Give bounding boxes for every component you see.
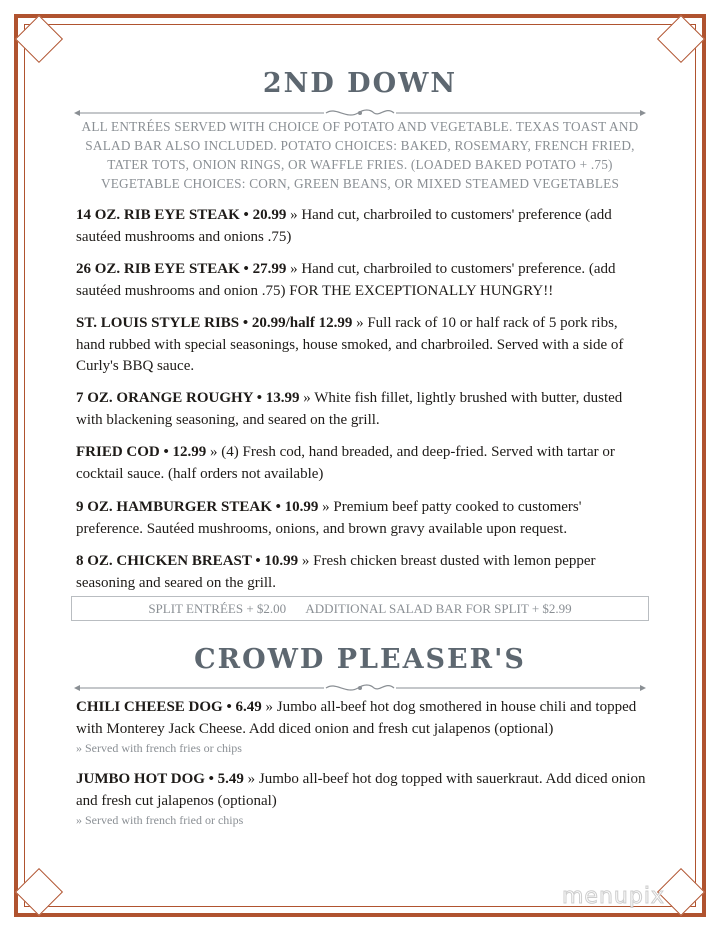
split-entrees-note: SPLIT ENTRÉES + $2.00: [148, 601, 287, 616]
item-price: 6.49: [235, 699, 262, 715]
item-arrow: »: [243, 771, 259, 787]
item-bullet: •: [239, 315, 252, 331]
item-side-note: » Served with french fries or chips: [76, 741, 242, 755]
item-arrow: »: [352, 315, 368, 331]
item-bullet: •: [239, 207, 253, 223]
menu-item: [76, 313, 646, 378]
item-bullet: •: [204, 771, 218, 787]
menu-item: [76, 205, 646, 248]
item-price: 20.99: [252, 207, 287, 223]
watermark: menupix: [562, 884, 665, 909]
item-description: Jumbo all-beef hot dog smothered in house chili and topped with Monterey Jack Cheese. Add diced onion and fresh cut jalapenos (optional): [76, 699, 637, 737]
item-price: 12.99: [172, 444, 207, 460]
item-price: 10.99: [264, 553, 299, 569]
item-name: 26 OZ. RIB EYE STEAK: [76, 261, 240, 277]
item-side-note: » Served with french fried or chips: [76, 813, 244, 827]
menu-item: [76, 259, 646, 302]
item-price: 10.99: [284, 499, 319, 515]
item-bullet: •: [271, 499, 285, 515]
item-arrow: »: [206, 444, 222, 460]
item-description: Hand cut, charbroiled to customers' preference. (add sautéed mushrooms and onion .75) FOR THE EXCEPTIONALLY HUNGRY!!: [76, 261, 616, 299]
item-bullet: •: [255, 553, 265, 569]
menu-item: [76, 551, 646, 594]
menu-item: [76, 697, 646, 740]
section-title-crowd-pleasers: CROWD PLEASER'S: [194, 644, 526, 675]
item-arrow: »: [286, 261, 302, 277]
item-arrow: »: [261, 699, 277, 715]
item-bullet: •: [239, 261, 253, 277]
item-name: ST. LOUIS STYLE RIBS: [76, 315, 240, 331]
item-description: White fish fillet, lightly brushed with butter, dusted with blackening seasoning, and seared on the grill.: [76, 390, 623, 428]
menu-item: [76, 388, 646, 431]
item-name: 7 OZ. ORANGE ROUGHY: [76, 390, 253, 406]
item-description: Fresh chicken breast dusted with lemon pepper seasoning and seared on the grill.: [76, 553, 596, 591]
item-name: 8 OZ. CHICKEN BREAST: [76, 553, 256, 569]
item-name: FRIED COD: [76, 444, 160, 460]
item-description: Jumbo all-beef hot dog topped with sauerkraut. Add diced onion and fresh cut jalapenos (optional): [76, 771, 646, 809]
item-arrow: »: [318, 499, 334, 515]
item-price: 27.99: [252, 261, 287, 277]
item-name: 14 OZ. RIB EYE STEAK: [76, 207, 240, 223]
split-salad-bar-note: ADDITIONAL SALAD BAR FOR SPLIT + $2.99: [305, 601, 572, 616]
item-description: Premium beef patty cooked to customers' preference. Sautéed mushrooms, onions, and brown gravy available upon request.: [76, 499, 582, 537]
item-name: 9 OZ. HAMBURGER STEAK: [76, 499, 272, 515]
menu-item: [76, 769, 646, 812]
item-bullet: •: [252, 390, 266, 406]
item-name: JUMBO HOT DOG: [76, 771, 205, 787]
item-arrow: »: [299, 390, 315, 406]
menu-item: [76, 442, 646, 485]
item-description: Hand cut, charbroiled to customers' preference (add sautéed mushrooms and onions .75): [76, 207, 612, 245]
sides-note: ALL ENTRÉES SERVED WITH CHOICE OF POTATO AND VEGETABLE. TEXAS TOAST AND SALAD BAR ALSO INCLUDED. POTATO CHOICES: BAKED, ROSEMARY, FRENCH FRIED, TATER TOTS, ONION RINGS, OR WAFFLE FRIES. (LOADED BAKED POTATO + .75) VEGETABLE CHOICES: CORN, GREEN BEANS, OR MIXED STEAMED VEGETABLES: [81, 119, 639, 191]
item-description: Full rack of 10 or half rack of 5 pork ribs, hand rubbed with special seasonings, house smoked, and charbroiled. Served with a side of Curly's BBQ sauce.: [76, 315, 624, 374]
item-name: CHILI CHEESE DOG: [76, 699, 223, 715]
item-bullet: •: [159, 444, 173, 460]
item-arrow: »: [286, 207, 302, 223]
menu-item: [76, 497, 646, 540]
split-entrees-box: [71, 596, 649, 621]
ornamental-divider: [74, 681, 646, 695]
item-price: 5.49: [217, 771, 244, 787]
item-description: (4) Fresh cod, hand breaded, and deep-fried. Served with tartar or cocktail sauce. (half orders not available): [76, 444, 615, 482]
item-price: 13.99: [265, 390, 300, 406]
section-title-2nd-down: 2ND DOWN: [262, 68, 458, 99]
item-price: 20.99/half 12.99: [251, 315, 353, 331]
item-arrow: »: [298, 553, 314, 569]
item-bullet: •: [222, 699, 236, 715]
